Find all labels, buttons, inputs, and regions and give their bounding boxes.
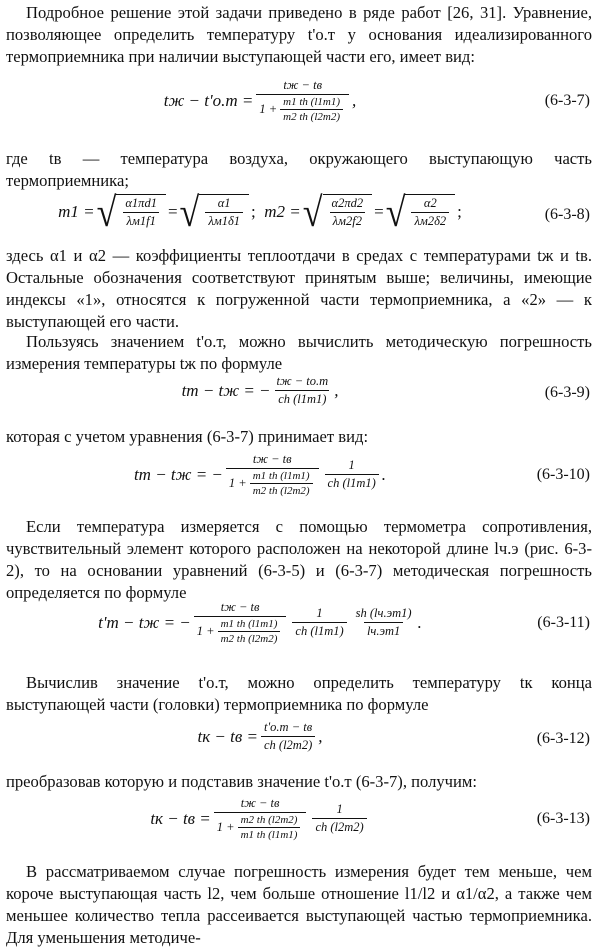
eq9-lhs: tт − tж = − xyxy=(181,380,271,400)
eq8-b1b: λм1δ1 xyxy=(205,212,243,229)
paragraph-2: где tв — температура воздуха, окружающего выступающую часть термоприемника; xyxy=(6,149,592,190)
paragraph-1: Подробное решение этой задачи приведено в ряде работ [26, 31]. Уравнение, позволяющее определить температуру t'о.т у основания идеализированного термоприемника при наличии выступающей части его, имеет вид: xyxy=(6,3,592,66)
equation-6-3-7 xyxy=(0,78,600,134)
eq10-lhs: tт − tж = − xyxy=(133,464,223,484)
eq8-b2: λм2f2 xyxy=(330,212,365,229)
eq11-den2: ch (l1m1) xyxy=(292,622,346,639)
eq8-a2b: α2 xyxy=(423,196,437,210)
paragraph-6: Если температура измеряется с помощью термометра сопротивления, чувствительный элемент которого расположен на некоторой длине lч.э (рис. 6-3-2), то на основании уравнений (6-3-5) и (6-3-7) методическая погрешность определяется по формуле xyxy=(6,517,592,602)
eq12-lhs: tк − tв = xyxy=(197,726,258,746)
eq10-one-plus: 1 + xyxy=(228,476,247,490)
equation-6-3-12 xyxy=(0,720,600,764)
paragraph-3: здесь α1 и α2 — коэффициенты теплоотдачи в средах с температурами tж и tв. Остальные обозначения соответствуют принятым выше; величины, имеющие индексы «1», относятся к погруженной части термоприемника, а «2» — к выступающей его части. xyxy=(6,246,592,331)
equation-6-3-10 xyxy=(0,452,600,508)
eq12-number: (6-3-12) xyxy=(536,730,590,747)
eq13-inner-denominator: m1 th (l1m1) xyxy=(238,827,301,841)
eq7-fraction xyxy=(256,78,349,123)
eq11-num3: sh (lч.эm1) xyxy=(355,606,412,620)
eq8-m1: m1 = xyxy=(58,202,95,221)
eq7-number: (6-3-7) xyxy=(544,92,590,109)
paragraph-4: Пользуясь значением t'о.т, можно вычислить методическую погрешность измерения температуры tж по формуле xyxy=(6,332,592,373)
equation-6-3-9 xyxy=(0,374,600,418)
eq7-lhs: tж − t'о.т = xyxy=(163,90,254,110)
eq13-numerator: tж − tв xyxy=(240,796,280,810)
eq10-num2: 1 xyxy=(348,458,355,472)
eq11-one-plus: 1 + xyxy=(196,624,215,638)
eq10-number: (6-3-10) xyxy=(536,466,590,483)
eq11-tail: . xyxy=(417,612,422,632)
eq9-denominator: ch (l1m1) xyxy=(275,390,329,407)
equation-6-3-8: m1 = √ $\frac{\alpha 1\pi d1}{\lambda м1f1}$ = √ $\frac{\alpha 1}{\lambda м1\delta 1}$ ; m2 = √ $\frac{\alpha 2\pi d2}{\lambda м2f2}$ = √ $\frac{\alpha 2}{\lambda м2\delta 2}$ ; (6-3-8) xyxy=(58,189,590,235)
paragraph-8: преобразовав которую и подставив значение t'о.т (6-3-7), получим: xyxy=(6,772,477,791)
eq8-m2: m2 = xyxy=(264,202,301,221)
eq11-inner-numerator: m1 th (l1m1) xyxy=(220,618,278,630)
eq11-lhs: t'т − tж = − xyxy=(98,612,191,632)
eq8-a1b: α1 xyxy=(217,196,231,210)
eq8-a1: α1πd1 xyxy=(125,196,157,210)
eq13-lhs: tк − tв = xyxy=(150,808,211,828)
eq9-numerator: tж − tо.т xyxy=(276,374,329,388)
paragraph-7: Вычислив значение t'о.т, можно определить температуру tк конца выступающей части (головки) термоприемника по формуле xyxy=(6,673,592,714)
eq13-number: (6-3-13) xyxy=(536,810,590,827)
eq11-inner-denominator: m2 th (l2m2) xyxy=(218,631,281,645)
eq10-numerator: tж − tв xyxy=(252,452,292,466)
equation-6-3-13 xyxy=(0,796,600,852)
eq11-den3: lч.эm1 xyxy=(364,622,403,639)
eq12-denominator: ch (l2m2) xyxy=(261,736,315,753)
eq13-one-plus: 1 + xyxy=(216,820,235,834)
eq7-inner-denominator: m2 th (l2m2) xyxy=(280,109,343,123)
eq12-numerator: t'о.т − tв xyxy=(264,720,313,734)
equation-6-3-11 xyxy=(0,600,600,656)
eq11-numerator: tж − tв xyxy=(220,600,260,614)
eq10-inner-numerator: m1 th (l1m1) xyxy=(252,470,310,482)
eq9-number: (6-3-9) xyxy=(544,384,590,401)
eq8-a2: α2πd2 xyxy=(331,196,364,210)
eq11-number: (6-3-11) xyxy=(537,614,590,631)
eq11-num2: 1 xyxy=(316,606,323,620)
eq12-tail: , xyxy=(318,726,323,746)
eq8-number: (6-3-8) xyxy=(544,206,590,223)
eq13-num2: 1 xyxy=(336,802,343,816)
eq7-numerator: tж − tв xyxy=(283,78,323,92)
eq8-b2b: λм2δ2 xyxy=(411,212,449,229)
eq10-tail: . xyxy=(381,464,387,484)
eq13-den2: ch (l2m2) xyxy=(312,818,366,835)
eq10-inner-denominator: m2 th (l2m2) xyxy=(250,483,313,497)
paragraph-5: которая с учетом уравнения (6-3-7) принимает вид: xyxy=(6,427,369,446)
paragraph-9: В рассматриваемом случае погрешность измерения будет тем меньше, чем короче выступающая часть l2, чем больше отношение l1/l2 и α1/α2, а также чем меньшее количество тепла рассеивается выступающей частью термоприемника. Для уменьшения методиче- xyxy=(6,862,592,947)
eq8-b1: λм1f1 xyxy=(123,212,158,229)
eq9-tail: , xyxy=(334,380,339,400)
eq7-tail: , xyxy=(352,90,357,110)
eq7-one-plus: 1 + xyxy=(259,102,278,116)
eq10-den2: ch (l1m1) xyxy=(325,474,379,491)
eq7-inner-numerator: m1 th (l1m1) xyxy=(283,96,340,108)
eq13-inner-numerator: m2 th (l2m2) xyxy=(240,814,298,826)
